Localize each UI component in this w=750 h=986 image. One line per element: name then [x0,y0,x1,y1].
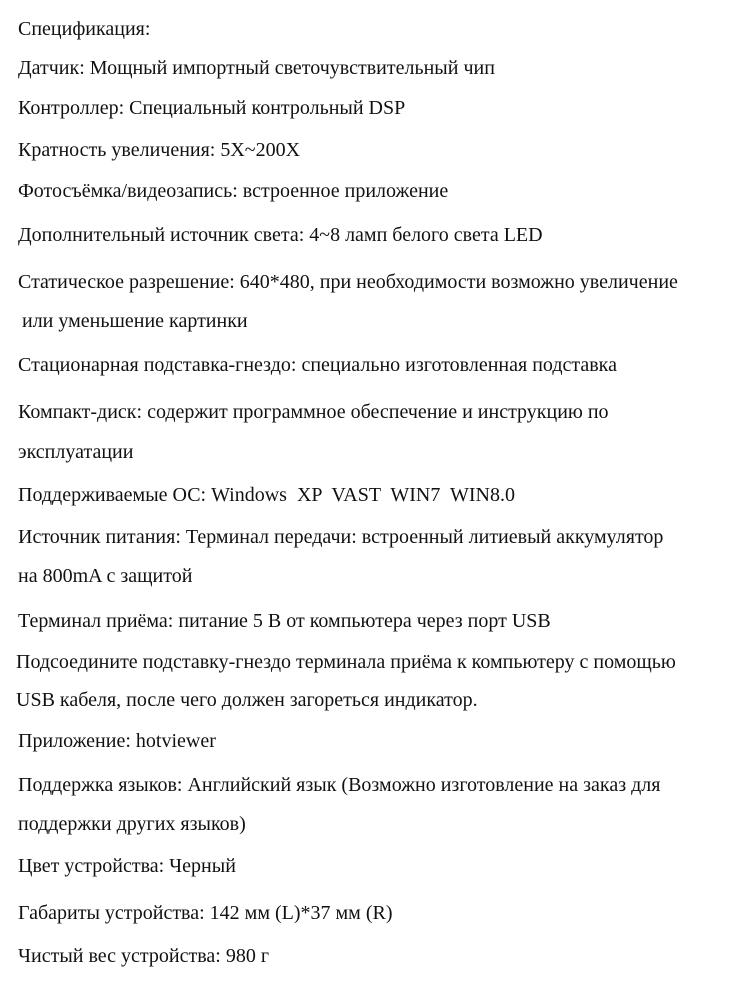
spec-line-photo-video: Фотосъёмка/видеозапись: встроенное приложение [18,180,449,202]
spec-line-power-cont: на 800mA с защитой [18,565,193,587]
spec-line-os: Поддерживаемые ОС: Windows XP VAST WIN7 WIN8.0 [18,484,515,506]
spec-line-languages: Поддержка языков: Английский язык (Возможно изготовление на заказ для [18,774,661,796]
spec-line-resolution: Статическое разрешение: 640*480, при необходимости возможно увеличение [18,271,678,293]
spec-line-app: Приложение: hotviewer [18,730,216,752]
spec-line-connect: Подсоедините подставку-гнездо терминала приёма к компьютеру с помощью [16,651,676,673]
spec-line-sensor: Датчик: Мощный импортный светочувствительный чип [18,57,495,79]
spec-heading: Спецификация: [18,18,151,40]
spec-line-cd-cont: эксплуатации [18,441,134,463]
spec-line-stand: Стационарная подставка-гнездо: специально изготовленная подставка [18,354,617,376]
spec-line-magnification: Кратность увеличения: 5X~200X [18,139,301,161]
spec-line-power: Источник питания: Терминал передачи: встроенный литиевый аккумулятор [18,526,664,548]
spec-line-weight: Чистый вес устройства: 980 г [18,945,270,967]
spec-line-receiver: Терминал приёма: питание 5 В от компьютера через порт USB [18,610,551,632]
spec-line-connect-cont: USB кабеля, после чего должен загореться индикатор. [16,689,478,711]
spec-line-light-source: Дополнительный источник света: 4~8 ламп белого света LED [18,224,543,246]
spec-line-color: Цвет устройства: Черный [18,855,236,877]
spec-line-cd: Компакт-диск: содержит программное обеспечение и инструкцию по [18,401,609,423]
spec-line-controller: Контроллер: Специальный контрольный DSP [18,97,406,119]
spec-line-resolution-cont: или уменьшение картинки [22,310,248,332]
spec-line-languages-cont: поддержки других языков) [18,813,246,835]
spec-line-dimensions: Габариты устройства: 142 мм (L)*37 мм (R) [18,902,393,924]
